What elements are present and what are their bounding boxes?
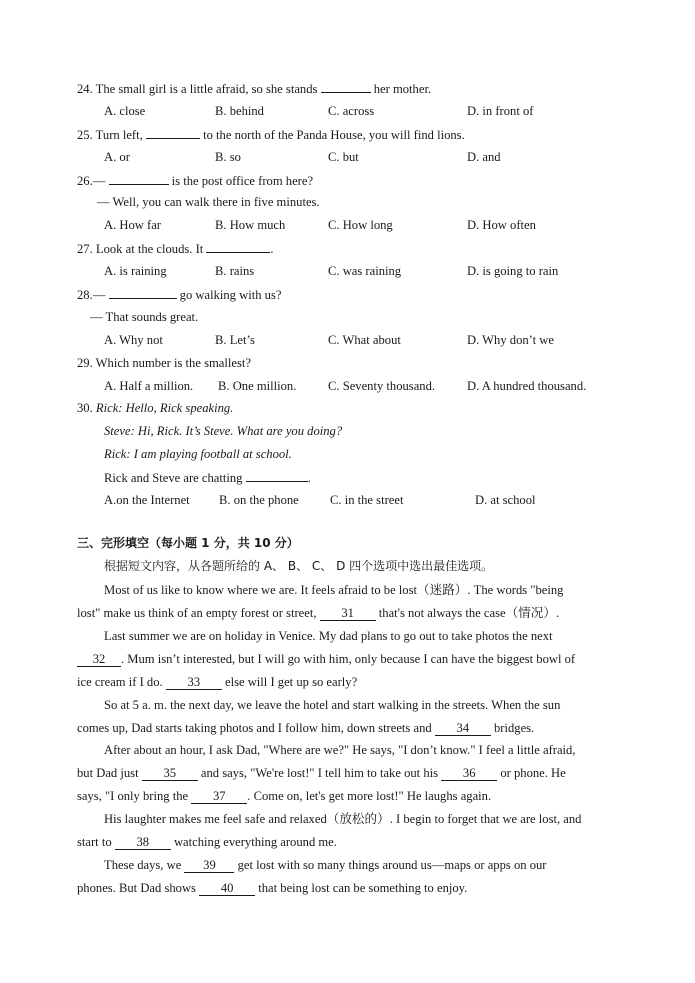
- passage-line: 32 . Mum isn’t interested, but I will go with him, only because I can have the biggest bowl of: [77, 651, 575, 667]
- passage-line: start to 38 watching everything around me.: [77, 835, 337, 849]
- question-30-stem: Rick and Steve are chatting .: [104, 471, 311, 485]
- option-d[interactable]: D. A hundred thousand.: [467, 379, 587, 393]
- passage-line: So at 5 a. m. the next day, we leave the hotel and start walking in the streets. When the sun: [104, 698, 561, 712]
- answer-blank[interactable]: [246, 469, 308, 482]
- cloze-blank-32[interactable]: 32: [77, 653, 121, 667]
- answer-blank[interactable]: [109, 172, 169, 185]
- option-b[interactable]: B. How much: [215, 218, 286, 232]
- passage-line: Last summer we are on holiday in Venice. My dad plans to go out to take photos the next: [104, 629, 553, 643]
- question-26-stem: 26.— is the post office from here?: [77, 174, 314, 188]
- option-b[interactable]: B. on the phone: [219, 493, 299, 507]
- option-c[interactable]: C. What about: [328, 333, 401, 347]
- passage-line: Most of us like to know where we are. It feels afraid to be lost（迷路）. The words "being: [104, 583, 564, 597]
- option-b[interactable]: B. behind: [215, 104, 264, 118]
- cloze-blank-37[interactable]: 37: [191, 790, 247, 804]
- option-c[interactable]: C. but: [328, 150, 359, 164]
- question-28-reply: — That sounds great.: [90, 310, 199, 324]
- answer-blank[interactable]: [206, 240, 270, 253]
- option-a[interactable]: A. or: [104, 150, 130, 164]
- cloze-blank-34[interactable]: 34: [435, 722, 491, 736]
- cloze-blank-33[interactable]: 33: [166, 676, 222, 690]
- option-d[interactable]: D. and: [467, 150, 501, 164]
- cloze-blank-35[interactable]: 35: [142, 767, 198, 781]
- option-c[interactable]: C. in the street: [330, 493, 404, 507]
- option-b[interactable]: B. so: [215, 150, 241, 164]
- option-c[interactable]: C. was raining: [328, 264, 402, 278]
- option-b[interactable]: B. One million.: [218, 379, 297, 393]
- passage-line: These days, we 39 get lost with so many things around us—maps or apps on our: [104, 858, 547, 872]
- option-d[interactable]: D. Why don’t we: [467, 333, 554, 347]
- option-b[interactable]: B. rains: [215, 264, 255, 278]
- option-d[interactable]: D. is going to rain: [467, 264, 559, 278]
- cloze-blank-39[interactable]: 39: [184, 859, 234, 873]
- option-b[interactable]: B. Let’s: [215, 333, 255, 347]
- question-26-reply: — Well, you can walk there in five minutes.: [97, 195, 320, 209]
- cloze-blank-36[interactable]: 36: [441, 767, 497, 781]
- option-c[interactable]: C. Seventy thousand.: [328, 379, 436, 393]
- question-30-line-2: Steve: Hi, Rick. It’s Steve. What are you doing?: [104, 424, 343, 438]
- option-a[interactable]: A. is raining: [104, 264, 167, 278]
- cloze-blank-40[interactable]: 40: [199, 882, 255, 896]
- option-d[interactable]: D. in front of: [467, 104, 534, 118]
- passage-line: says, "I only bring the 37 . Come on, let's get more lost!" He laughs again.: [77, 789, 492, 803]
- option-a[interactable]: A. close: [104, 104, 146, 118]
- section-instruction: 根据短文内容，从各题所给的 A、 B、 C、 D 四个选项中选出最佳选项。: [104, 559, 494, 573]
- option-d[interactable]: D. at school: [475, 493, 536, 507]
- answer-blank[interactable]: [321, 80, 371, 93]
- passage-line: phones. But Dad shows 40 that being lost can be something to enjoy.: [77, 881, 468, 895]
- passage-line: lost" make us think of an empty forest or street, 31 that's not always the case（情况）.: [77, 606, 560, 620]
- option-a[interactable]: A. How far: [104, 218, 162, 232]
- passage-line: comes up, Dad starts taking photos and I follow him, down streets and 34 bridges.: [77, 721, 535, 735]
- question-27-stem: 27. Look at the clouds. It .: [77, 242, 274, 256]
- question-24-stem: 24. The small girl is a little afraid, so she stands her mother.: [77, 82, 432, 96]
- section-title: 三、完形填空（每小题 1 分，共 10 分）: [77, 536, 299, 550]
- cloze-blank-38[interactable]: 38: [115, 836, 171, 850]
- option-a[interactable]: A. Half a million.: [104, 379, 194, 393]
- passage-line: His laughter makes me feel safe and relaxed（放松的）. I begin to forget that we are lost, and: [104, 812, 582, 826]
- passage-line: After about an hour, I ask Dad, "Where are we?" He says, "I don’t know." I feel a little afraid,: [104, 743, 576, 757]
- option-a[interactable]: A. Why not: [104, 333, 163, 347]
- answer-blank[interactable]: [146, 126, 200, 139]
- option-a[interactable]: A.on the Internet: [104, 493, 190, 507]
- answer-blank[interactable]: [109, 286, 177, 299]
- option-d[interactable]: D. How often: [467, 218, 536, 232]
- passage-line: ice cream if I do. 33 else will I get up so early?: [77, 675, 358, 689]
- option-c[interactable]: C. How long: [328, 218, 393, 232]
- question-25-stem: 25. Turn left, to the north of the Panda House, you will find lions.: [77, 128, 465, 142]
- question-29-stem: 29. Which number is the smallest?: [77, 356, 251, 370]
- cloze-blank-31[interactable]: 31: [320, 607, 376, 621]
- question-28-stem: 28.— go walking with us?: [77, 288, 282, 302]
- question-30-line-3: Rick: I am playing football at school.: [104, 447, 292, 461]
- question-30-line-1: 30. Rick: Hello, Rick speaking.: [77, 401, 234, 415]
- passage-line: but Dad just 35 and says, "We're lost!" I tell him to take out his 36 or phone. He: [77, 766, 566, 780]
- option-c[interactable]: C. across: [328, 104, 375, 118]
